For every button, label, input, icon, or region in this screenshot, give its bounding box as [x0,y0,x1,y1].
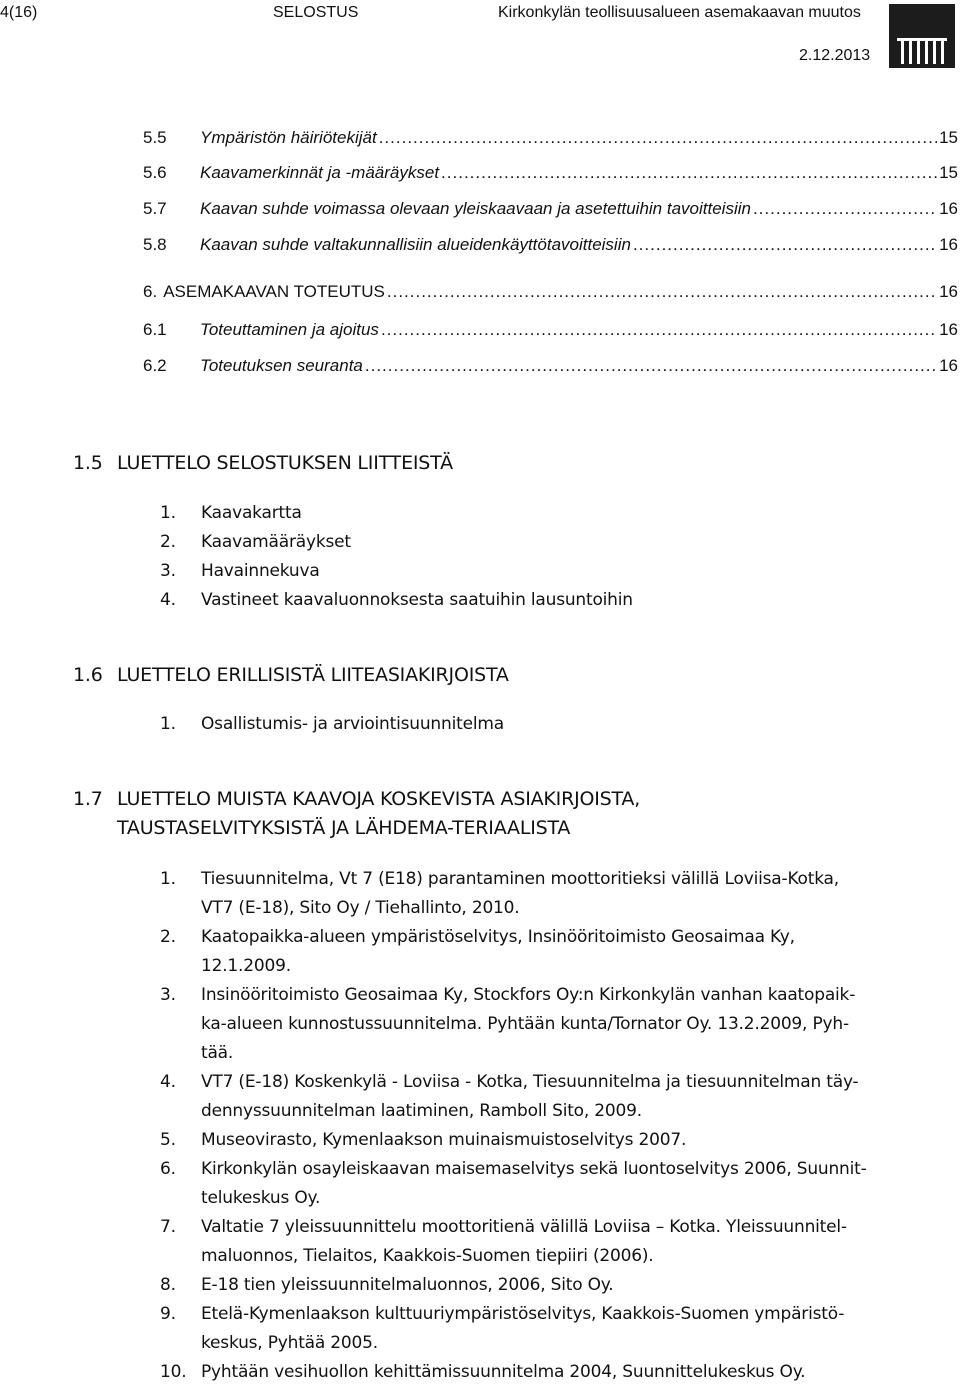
document-date: 2.12.2013 [799,47,871,64]
list-item-line: ka-alueen kunnostussuunnitelma. Pyhtään kunta/Tornator Oy. 13.2.2009, Pyh- [201,1014,849,1034]
architect-logo-icon [889,4,955,68]
list-item: 2. [160,927,176,947]
list-item: 3. Havainnekuva [160,561,320,581]
document-type: SELOSTUS [273,4,359,21]
list-item-line: Etelä-Kymenlaakson kulttuuriympäristöselvitys, Kaakkois-Suomen ympäristö- [201,1304,845,1324]
list-item-line: Tiesuunnitelma, Vt 7 (E18) parantaminen moottoritieksi välillä Loviisa-Kotka, [201,869,839,889]
toc-row[interactable]: 6.1 Toteuttaminen ja ajoitus ..... 16 [143,320,958,344]
list-item-line: dennyssuunnitelman laatiminen, Ramboll Sito, 2009. [201,1101,642,1121]
list-item: 7. [160,1217,176,1237]
list-item: 8. [160,1275,176,1295]
section-heading-1-6: 1.6 LUETTELO ERILLISISTÄ LIITEASIAKIRJOISTA [73,664,509,686]
list-item-line: Valtatie 7 yleissuunnittelu moottoritienä välillä Loviisa – Kotka. Yleissuunnitel- [201,1217,847,1237]
list-item-line: 12.1.2009. [201,956,291,976]
list-item: 10. [160,1362,187,1382]
list-item: 6. [160,1159,176,1179]
list-item-line: Kirkonkylän osayleiskaavan maisemaselvitys sekä luontoselvitys 2006, Suunnit- [201,1159,867,1179]
list-item-line: telukeskus Oy. [201,1188,321,1208]
section-heading-1-5: 1.5 LUETTELO SELOSTUKSEN LIITTEISTÄ [73,452,453,474]
toc-row[interactable]: 5.8 Kaavan suhde valtakunnallisiin alueidenkäyttötavoitteisiin ..... 16 [143,235,958,259]
list-item-line: E-18 tien yleissuunnitelmaluonnos, 2006, Sito Oy. [201,1275,614,1295]
list-item-line: Kaatopaikka-alueen ympäristöselvitys, Insinööritoimisto Geosaimaa Ky, [201,927,795,947]
list-item: 5. [160,1130,176,1150]
list-item-line: maluonnos, Tielaitos, Kaakkois-Suomen tiepiiri (2006). [201,1246,654,1266]
list-item: 4. [160,1072,176,1092]
section-heading-1-7-line2: TAUSTASELVITYKSISTÄ JA LÄHDEMA-TERIAALISTA [117,817,571,839]
list-item-line: Pyhtään vesihuollon kehittämissuunnitelma 2004, Suunnittelukeskus Oy. [201,1362,806,1382]
toc-row[interactable]: 5.5 Ympäristön häiriötekijät ..... 15 [143,128,958,152]
list-item: 9. [160,1304,176,1324]
list-item-line: Insinööritoimisto Geosaimaa Ky, Stockfors Oy:n Kirkonkylän vanhan kaatopaik- [201,985,856,1005]
toc-row-chapter[interactable]: 6. ASEMAKAAVAN TOTEUTUS ..... 16 [143,282,958,306]
list-item-line: tää. [201,1043,234,1063]
toc-row[interactable]: 5.6 Kaavamerkinnät ja -määräykset ..... 15 [143,163,958,187]
list-item: 1. [160,869,176,889]
list-item-line: Museovirasto, Kymenlaakson muinaismuistoselvitys 2007. [201,1130,687,1150]
list-item: 1. Osallistumis- ja arviointisuunnitelma [160,714,504,734]
page-header [0,0,960,80]
toc-row[interactable]: 6.2 Toteutuksen seuranta ..... 16 [143,356,958,380]
list-item: 2. Kaavamääräykset [160,532,351,552]
list-item-line: VT7 (E-18) Koskenkylä - Loviisa - Kotka, Tiesuunnitelma ja tiesuunnitelman täy- [201,1072,859,1092]
list-item: 3. [160,985,176,1005]
list-item-line: VT7 (E-18), Sito Oy / Tiehallinto, 2010. [201,898,520,918]
list-item-line: keskus, Pyhtää 2005. [201,1333,378,1353]
page-number: 4(16) [0,4,38,21]
list-item: 4. Vastineet kaavaluonnoksesta saatuihin lausuntoihin [160,590,633,610]
document-title: Kirkonkylän teollisuusalueen asemakaavan muutos [498,4,861,21]
list-item: 1. Kaavakartta [160,503,302,523]
section-heading-1-7: 1.7 LUETTELO MUISTA KAAVOJA KOSKEVISTA ASIAKIRJOISTA, [73,788,641,810]
toc-row[interactable]: 5.7 Kaavan suhde voimassa olevaan yleiskaavaan ja asetettuihin tavoitteisiin ..... 16 [143,199,958,223]
